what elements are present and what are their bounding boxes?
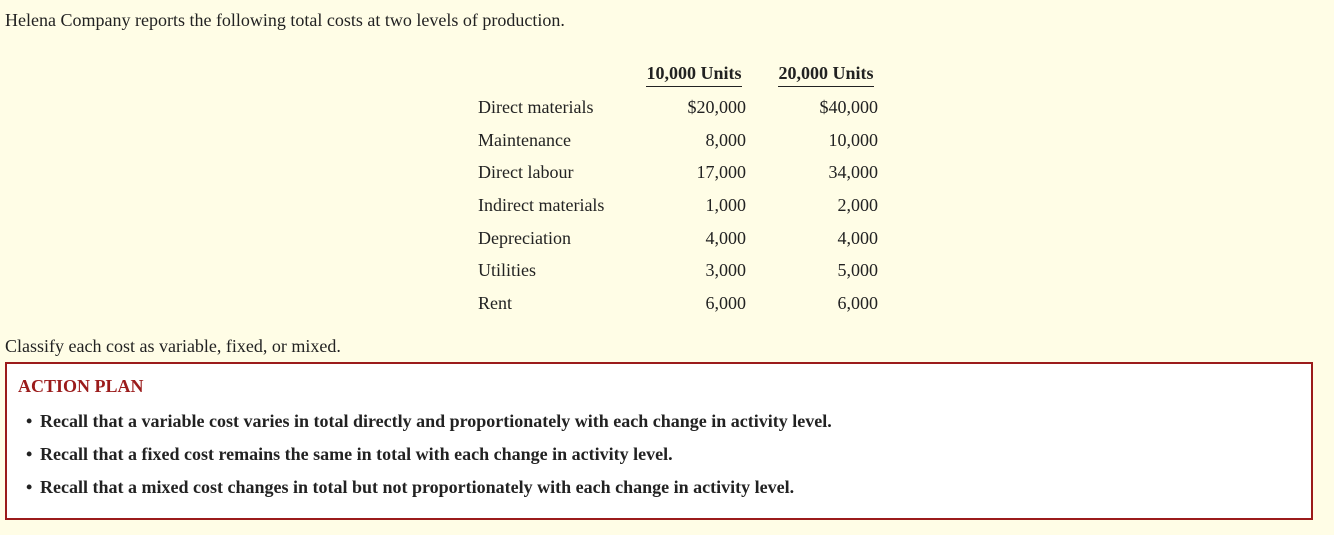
list-item [18, 438, 1300, 471]
cost-10000-units: 6,000 [705, 292, 746, 313]
cost-label: Direct materials [478, 96, 594, 117]
bullet-icon: • [26, 477, 33, 497]
table-row [478, 87, 892, 124]
table-row [478, 189, 892, 222]
cost-20000-units: 4,000 [837, 227, 878, 248]
action-plan-box [5, 362, 1313, 520]
bullet-icon: • [26, 411, 33, 431]
list-item [18, 471, 1300, 504]
cost-label: Depreciation [478, 227, 571, 248]
cost-20000-units: 34,000 [828, 162, 878, 183]
cost-10000-units: 1,000 [705, 194, 746, 215]
bullet-icon: • [26, 444, 33, 464]
header-20000-units: 20,000 Units [760, 57, 892, 87]
table-row [478, 287, 892, 320]
cost-20000-units: 10,000 [828, 129, 878, 150]
cost-20000-units: 6,000 [837, 292, 878, 313]
cost-10000-units: 17,000 [696, 162, 746, 183]
table-row [478, 222, 892, 255]
header-label-column [478, 57, 628, 87]
table-row [478, 254, 892, 287]
cost-label: Direct labour [478, 162, 574, 183]
intro-text: Helena Company reports the following total costs at two levels of production. [5, 10, 565, 30]
cost-table [478, 57, 892, 320]
cost-20000-units: 5,000 [837, 260, 878, 281]
header-10000-units: 10,000 Units [628, 57, 760, 87]
action-plan-item-text: Recall that a variable cost varies in total directly and proportionately with each change in activity level. [40, 411, 832, 431]
question-text: Classify each cost as variable, fixed, or mixed. [5, 336, 341, 356]
table-row [478, 124, 892, 157]
table-row [478, 156, 892, 189]
action-plan-item-text: Recall that a mixed cost changes in total but not proportionately with each change in activity level. [40, 477, 795, 497]
cost-label: Maintenance [478, 129, 571, 150]
table-header-row [478, 57, 892, 87]
list-item [18, 405, 1300, 438]
cost-10000-units: 8,000 [705, 129, 746, 150]
cost-label: Indirect materials [478, 194, 605, 215]
cost-20000-units: 2,000 [837, 194, 878, 215]
action-plan-list [18, 405, 1300, 504]
action-plan-item-text: Recall that a fixed cost remains the same in total with each change in activity level. [40, 444, 673, 464]
cost-label: Rent [478, 292, 512, 313]
cost-20000-units: $40,000 [819, 96, 878, 117]
cost-10000-units: $20,000 [687, 96, 746, 117]
action-plan-title: ACTION PLAN [18, 376, 144, 396]
cost-10000-units: 4,000 [705, 227, 746, 248]
cost-10000-units: 3,000 [705, 260, 746, 281]
cost-label: Utilities [478, 260, 536, 281]
